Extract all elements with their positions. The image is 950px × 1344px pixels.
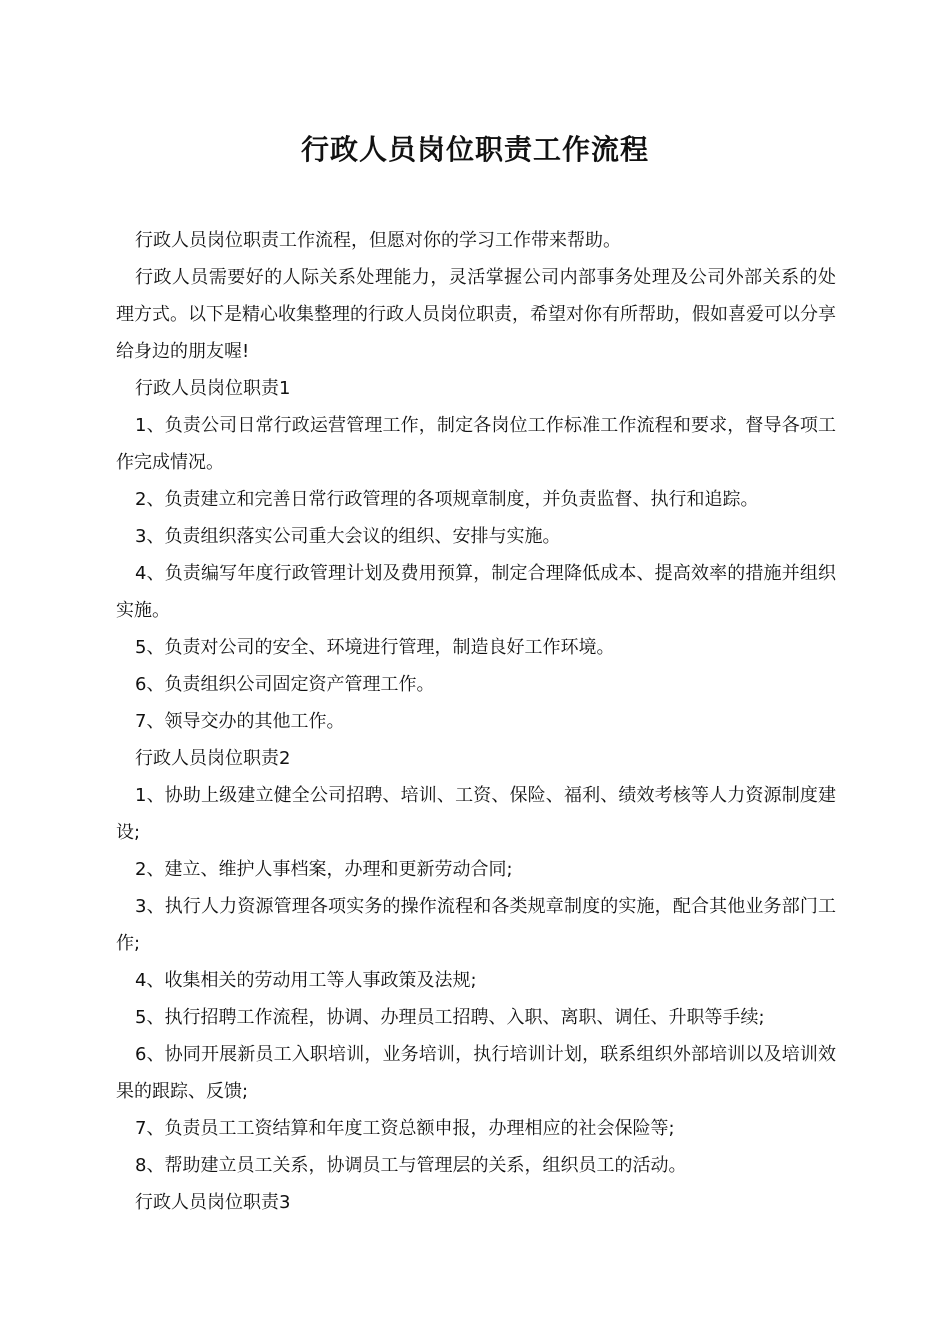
section-heading: 行政人员岗位职责2 — [135, 748, 291, 769]
list-item: 2、建立、维护人事档案，办理和更新劳动合同; — [135, 859, 513, 880]
list-item: 8、帮助建立员工关系，协调员工与管理层的关系，组织员工的活动。 — [135, 1155, 687, 1176]
document-body — [116, 222, 836, 1221]
list-item: 3、执行人力资源管理各项实务的操作流程和各类规章制度的实施，配合其他业务部门工作; — [116, 896, 836, 954]
list-item: 7、负责员工工资结算和年度工资总额申报，办理相应的社会保险等; — [135, 1118, 675, 1139]
list-item: 5、执行招聘工作流程，协调、办理员工招聘、入职、离职、调任、升职等手续; — [135, 1007, 765, 1028]
section-heading: 行政人员岗位职责3 — [135, 1192, 291, 1213]
intro-paragraph: 行政人员岗位职责工作流程，但愿对你的学习工作带来帮助。 — [135, 230, 621, 251]
list-item: 4、收集相关的劳动用工等人事政策及法规; — [135, 970, 477, 991]
list-item: 5、负责对公司的安全、环境进行管理，制造良好工作环境。 — [135, 637, 615, 658]
intro-paragraph: 行政人员需要好的人际关系处理能力，灵活掌握公司内部事务处理及公司外部关系的处理方式。以下是精心收集整理的行政人员岗位职责，希望对你有所帮助，假如喜爱可以分享给身边的朋友喔! — [116, 267, 836, 362]
list-item: 6、负责组织公司固定资产管理工作。 — [135, 674, 435, 695]
section-heading: 行政人员岗位职责1 — [135, 378, 291, 399]
list-item: 1、负责公司日常行政运营管理工作，制定各岗位工作标准工作流程和要求，督导各项工作完成情况。 — [116, 415, 836, 473]
list-item: 2、负责建立和完善日常行政管理的各项规章制度，并负责监督、执行和追踪。 — [135, 489, 759, 510]
list-item: 7、领导交办的其他工作。 — [135, 711, 345, 732]
document-title: 行政人员岗位职责工作流程 — [300, 133, 649, 166]
list-item: 1、协助上级建立健全公司招聘、培训、工资、保险、福利、绩效考核等人力资源制度建设; — [116, 785, 836, 843]
list-item: 6、协同开展新员工入职培训，业务培训，执行培训计划，联系组织外部培训以及培训效果的跟踪、反馈; — [116, 1044, 836, 1102]
list-item: 4、负责编写年度行政管理计划及费用预算，制定合理降低成本、提高效率的措施并组织实施。 — [116, 563, 836, 621]
list-item: 3、负责组织落实公司重大会议的组织、安排与实施。 — [135, 526, 561, 547]
